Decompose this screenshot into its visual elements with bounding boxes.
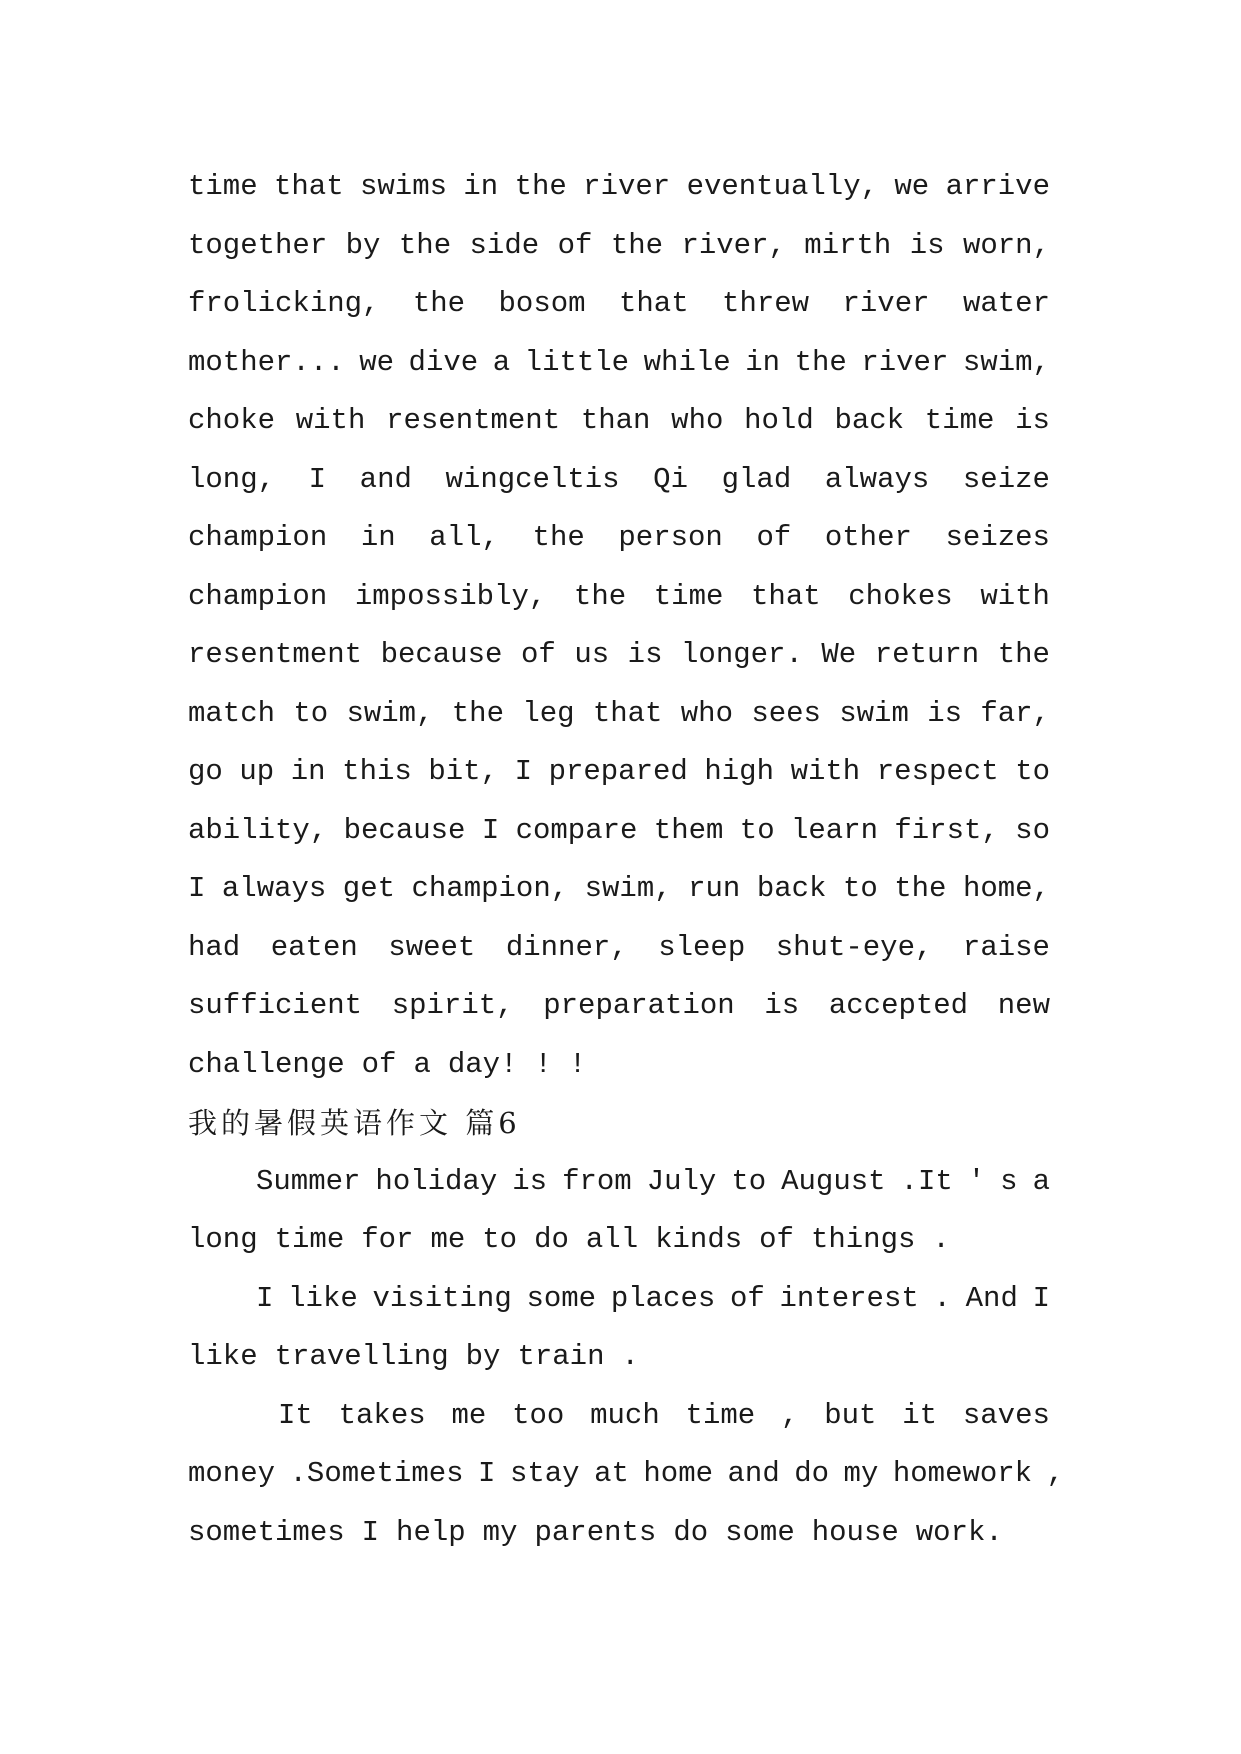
word: frolicking, [188, 287, 380, 320]
word: resentment [386, 404, 561, 437]
word: to [739, 813, 775, 847]
word: than [580, 404, 651, 437]
word: home, [962, 872, 1050, 905]
word: raise [962, 930, 1050, 964]
word: eventually, [686, 170, 878, 203]
paragraph-4 [188, 1387, 1064, 1563]
word: Summer [256, 1164, 361, 1198]
word: all, [429, 521, 499, 554]
word: the [997, 638, 1050, 671]
text-line [188, 919, 1050, 978]
word: person [618, 521, 723, 554]
word: hold [744, 404, 814, 437]
word: , [1046, 1457, 1064, 1490]
word: for [361, 1223, 414, 1256]
word: with [295, 404, 366, 437]
word: things [810, 1223, 916, 1256]
word: all [585, 1223, 639, 1256]
word: and [359, 462, 412, 496]
word: takes [338, 1398, 426, 1432]
word: spirit, [391, 989, 514, 1022]
word: side [469, 228, 540, 262]
word: in [463, 170, 499, 203]
word: like [188, 1340, 258, 1373]
word: too [512, 1398, 565, 1432]
word: go [188, 755, 223, 788]
word: We [821, 638, 857, 671]
word: time [685, 1398, 756, 1432]
word: my [482, 1515, 518, 1549]
word: ' [967, 1164, 986, 1198]
word: while [643, 345, 731, 379]
word: the [532, 521, 585, 554]
word: resentment [188, 638, 363, 671]
word: some [526, 1281, 597, 1315]
word: match [188, 696, 276, 730]
word: the [610, 228, 664, 262]
word: river, [681, 228, 786, 262]
word: accepted [828, 989, 969, 1022]
word: me [451, 1398, 487, 1432]
word: parents [534, 1515, 657, 1549]
word: with [980, 579, 1050, 613]
word: stay [509, 1457, 580, 1490]
word: always [221, 872, 327, 905]
word: champion [188, 579, 328, 613]
word: day! [447, 1047, 518, 1081]
word: sufficient [188, 989, 363, 1022]
word: shut-eye, [775, 930, 933, 964]
word: I [188, 872, 206, 905]
word: the [412, 287, 466, 320]
word: holiday [375, 1164, 498, 1198]
word: seize [962, 462, 1050, 496]
word: long [188, 1223, 258, 1256]
word: to [842, 872, 878, 905]
word: far, [980, 696, 1050, 730]
word: with [790, 755, 861, 788]
word: get [342, 872, 396, 905]
word: wingceltis [445, 462, 620, 496]
word: leg [522, 696, 575, 730]
word: saves [962, 1398, 1050, 1432]
word: dive [408, 345, 479, 379]
word: is [927, 696, 962, 730]
word: of [756, 521, 792, 554]
word: , [780, 1398, 799, 1432]
text-line [188, 743, 1050, 802]
word: respect [876, 755, 999, 788]
word: river [842, 287, 930, 320]
word: of [729, 1281, 765, 1315]
word: places [610, 1281, 716, 1315]
word: is [764, 989, 800, 1022]
word: prepared [548, 755, 688, 788]
text-line [188, 802, 1050, 861]
word: I [514, 755, 532, 788]
word: to [1015, 755, 1050, 788]
word: dinner, [505, 930, 628, 964]
word: like [288, 1281, 358, 1315]
word: sometimes [188, 1515, 345, 1549]
word: .It [900, 1164, 953, 1198]
word: July [646, 1164, 717, 1198]
word: I [256, 1281, 274, 1315]
word: home [643, 1457, 714, 1490]
word: a [492, 345, 511, 379]
text-line [188, 977, 1050, 1036]
text-line [188, 568, 1050, 627]
word: who [680, 696, 733, 730]
word: to [731, 1164, 767, 1198]
word: August [781, 1164, 886, 1198]
word: preparation [543, 989, 735, 1022]
word: up [239, 755, 275, 788]
word: I [361, 1515, 380, 1549]
word: but [824, 1398, 877, 1432]
word: swim, [346, 696, 434, 730]
word: swim, [962, 345, 1050, 379]
word: arrive [945, 170, 1050, 203]
word: new [997, 989, 1050, 1022]
word: much [590, 1398, 660, 1432]
word: this [342, 755, 412, 788]
paragraph-1 [188, 158, 1050, 1094]
word: learn [790, 813, 878, 847]
word: eaten [270, 930, 358, 964]
text-line [188, 334, 1050, 393]
word: in [745, 345, 781, 379]
word: back [834, 404, 905, 437]
word: me [430, 1223, 466, 1256]
word: in [360, 521, 396, 554]
word: by [465, 1340, 501, 1373]
word: high [704, 755, 774, 788]
word: .Sometimes [289, 1457, 464, 1490]
word: train [517, 1340, 605, 1373]
word: the [894, 872, 947, 905]
word: of [361, 1047, 397, 1081]
word: Qi [653, 462, 688, 496]
text-line [188, 1328, 1050, 1387]
section-heading: 我的暑假英语作文 篇6 [188, 1106, 521, 1140]
word: time [188, 170, 258, 203]
text-line [188, 1270, 1050, 1329]
word: because [343, 813, 466, 847]
word: threw [722, 287, 810, 320]
essay-text [188, 158, 1064, 1562]
word: help [396, 1515, 466, 1549]
word: so [1015, 813, 1050, 847]
word: time [274, 1223, 345, 1256]
word: . [932, 1223, 950, 1256]
word: long, [188, 462, 276, 496]
word: of [520, 638, 556, 671]
word: at [594, 1457, 629, 1490]
text-line [188, 1504, 1050, 1563]
word: that [618, 287, 689, 320]
word: And [965, 1281, 1018, 1315]
word: mother... [188, 345, 345, 379]
word: other [824, 521, 912, 554]
word: time [924, 404, 995, 437]
word: is [909, 228, 945, 262]
word: longer. [681, 638, 803, 671]
text-line [188, 451, 1050, 510]
word: a [413, 1047, 431, 1081]
word: s [1000, 1164, 1018, 1198]
word: compare [515, 813, 638, 847]
word: is [627, 638, 663, 671]
word: mirth [804, 228, 892, 262]
text-line [188, 217, 1050, 276]
word: of [759, 1223, 794, 1256]
word: swims [360, 170, 448, 203]
word: do [794, 1457, 830, 1490]
word: choke [188, 404, 276, 437]
word: bosom [498, 287, 586, 320]
word: interest [779, 1281, 919, 1315]
word: river [583, 170, 671, 203]
word: homework [892, 1457, 1033, 1490]
word: swim, [584, 872, 672, 905]
word: that [274, 170, 344, 203]
word: a [1032, 1164, 1050, 1198]
word: ! [568, 1047, 587, 1081]
text-line [188, 1211, 1050, 1270]
word: water [962, 287, 1050, 320]
word: we [359, 345, 394, 379]
word: I [308, 462, 327, 496]
text-line [188, 1036, 1050, 1095]
word: us [574, 638, 610, 671]
word: ability, [188, 813, 328, 847]
word: worn, [962, 228, 1050, 262]
word: run [688, 872, 741, 905]
word: the [573, 579, 627, 613]
paragraph-2 [188, 1153, 1050, 1270]
word: travelling [274, 1340, 449, 1373]
word: little [524, 345, 630, 379]
word: I [478, 1457, 496, 1490]
word: by [345, 228, 381, 262]
word: impossibly, [354, 579, 547, 613]
text-line [188, 392, 1050, 451]
word: them [653, 813, 724, 847]
word: because [380, 638, 503, 671]
text-line [188, 275, 1050, 334]
word: seizes [945, 521, 1050, 554]
word: first, [894, 813, 999, 847]
text-line [188, 685, 1050, 744]
word: my [843, 1457, 879, 1490]
word: time [653, 579, 724, 613]
word: and [727, 1457, 780, 1490]
word: back [756, 872, 827, 905]
word: the [514, 170, 567, 203]
word: . [621, 1340, 639, 1373]
word: to [293, 696, 329, 730]
word: It [278, 1398, 313, 1432]
word: swim [839, 696, 909, 730]
paragraph-3 [188, 1270, 1050, 1387]
word: we [894, 170, 930, 203]
word: . [933, 1281, 951, 1315]
word: had [188, 930, 241, 964]
word: sees [751, 696, 821, 730]
text-line [188, 1153, 1050, 1212]
word: always [824, 462, 930, 496]
word: who [671, 404, 724, 437]
word: of [557, 228, 593, 262]
word: I [1032, 1281, 1050, 1315]
word: money [188, 1457, 276, 1490]
word: sweet [388, 930, 476, 964]
word: from [562, 1164, 632, 1198]
word: sleep [658, 930, 746, 964]
word: together [188, 228, 328, 262]
text-line [188, 158, 1050, 217]
word: is [1015, 404, 1050, 437]
word: do [673, 1515, 709, 1549]
word: house [811, 1515, 899, 1549]
word: champion, [411, 872, 569, 905]
word: chokes [848, 579, 953, 613]
text-line [188, 626, 1050, 685]
word: do [534, 1223, 569, 1256]
text-line [188, 1445, 1064, 1504]
word: return [874, 638, 980, 671]
word: the [398, 228, 452, 262]
word: the [451, 696, 504, 730]
word: some [725, 1515, 795, 1549]
word: river [861, 345, 949, 379]
word: glad [721, 462, 792, 496]
text-line [188, 860, 1050, 919]
word: is [512, 1164, 548, 1198]
text-line [188, 509, 1050, 568]
word: it [902, 1398, 938, 1432]
word: that [751, 579, 821, 613]
word: that [592, 696, 663, 730]
word: I [481, 813, 500, 847]
word: bit, [428, 755, 498, 788]
word: ! [534, 1047, 552, 1081]
word: visiting [372, 1281, 512, 1315]
word: work. [915, 1515, 1003, 1549]
word: in [290, 755, 326, 788]
text-line [188, 1387, 1050, 1446]
word: challenge [188, 1047, 345, 1081]
word: the [794, 345, 847, 379]
word: to [482, 1223, 518, 1256]
word: champion [188, 521, 328, 554]
word: kinds [655, 1223, 743, 1256]
